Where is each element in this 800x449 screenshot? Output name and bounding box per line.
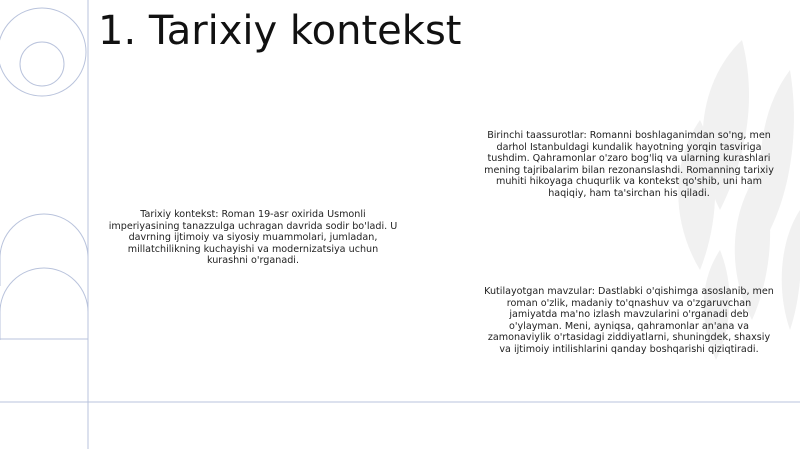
- expected-themes-paragraph: Kutilayotgan mavzular: Dastlabki o'qishimga asoslanib, men roman o'zlik, madaniy to'qnashuv va o'zgaruvchan jamiyatda ma'no izlash mavzularini o'rganadi deb o'ylayman. Meni, ayniqsa, qahramonlar an'ana va zamonaviylik o'rtasidagi ziddiyatlarni, shuningdek, shaxsiy va ijtimoiy intilishlarini qanday boshqarishi qiziqtiradi.: [484, 286, 774, 355]
- slide-title: 1. Tarixiy kontekst: [98, 8, 462, 54]
- historical-context-paragraph: Tarixiy kontekst: Roman 19-asr oxirida Usmonli imperiyasining tanazzulga uchragan davrida sodir bo'ladi. U davrning ijtimoiy va siyosiy muammolari, jumladan, millatchilikning kuchayishi va modernizatsiya uchun kurashni o'rganadi.: [108, 209, 398, 267]
- first-impressions-paragraph: Birinchi taassurotlar: Romanni boshlaganimdan so'ng, men darhol Istanbuldagi kundalik hayotning yorqin tasviriga tushdim. Qahramonlar o'zaro bog'liq va ularning kurashlari mening tajribalarim bilan rezonanslashdi. Romanning tarixiy muhiti hikoyaga chuqurlik va kontekst qo'shib, uni ham haqiqiy, ham ta'sirchan his qiladi.: [484, 130, 774, 199]
